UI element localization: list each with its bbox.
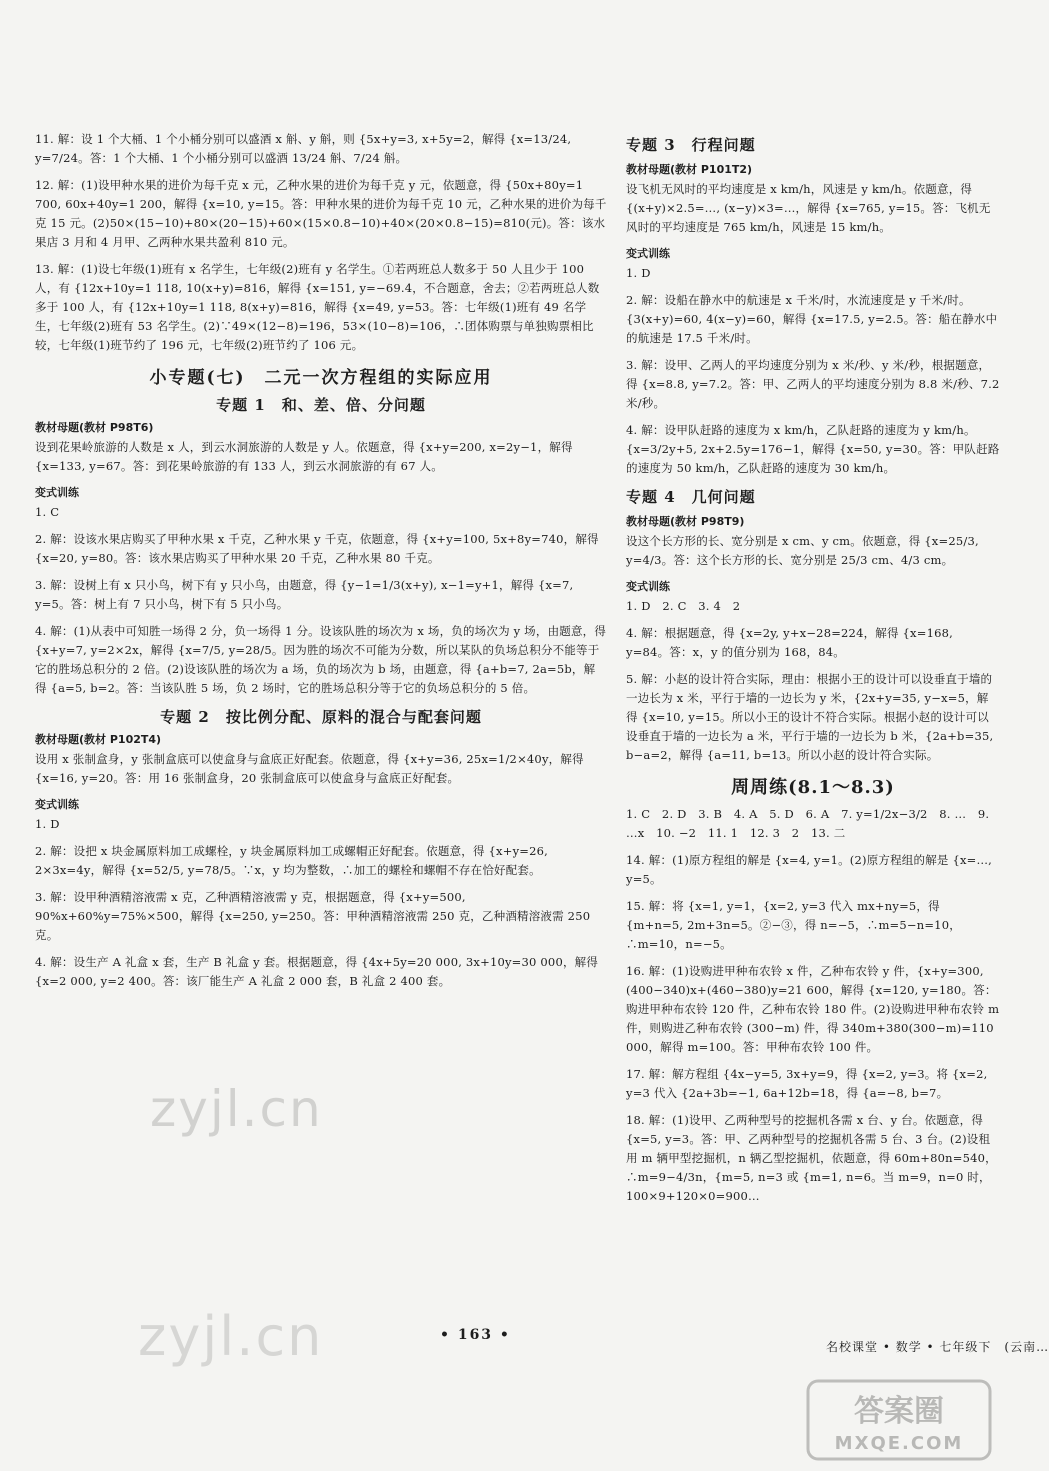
watermark-text: zyjl.cn (150, 1080, 323, 1138)
answer-paragraph: 2. 解：设该水果店购买了甲种水果 x 千克，乙种水果 y 千克，依题意，得 {x+y=100, 5x+8y=740，解得 {x=20, y=80。答：该水果店购买了甲种水果 20 千克，乙种水果 80 千克。 (35, 532, 599, 565)
answer-paragraph: 1. D (35, 817, 60, 831)
answer-paragraph: 18. 解：(1)设甲、乙两种型号的挖掘机各需 x 台、y 台。依题意，得 {x=5, y=3。答：甲、乙两种型号的挖掘机各需 5 台、3 台。(2)设租用 m 辆甲型挖掘机，n 辆乙型挖掘机，依题意，得 60m+80n=540，∴m=9−4/3n，{m=5, n=3 或 {m=1, n=6。当 m=9，n=0 时，100×9+120×0=900… (626, 1113, 997, 1203)
answer-paragraph: 设这个长方形的长、宽分别是 x cm、y cm。依题意，得 {x=25/3, y=4/3。答：这个长方形的长、宽分别是 25/3 cm、4/3 cm。 (626, 534, 979, 567)
label-tag: 变式训练 (626, 247, 670, 260)
topic-heading: 专题 2 按比例分配、原料的混合与配套问题 (160, 708, 482, 726)
label-tag: 教材母题(教材 P101T2) (626, 163, 753, 176)
answer-paragraph: 1. D 2. C 3. 4 2 (626, 599, 741, 613)
section-title: 小专题(七) 二元一次方程组的实际应用 (149, 368, 493, 388)
answer-paragraph: 1. C 2. D 3. B 4. A 5. D 6. A 7. y=1/2x−3/2 8. … 9. …x 10. −2 11. 1 12. 3 2 13. 二 (626, 807, 990, 840)
topic-heading: 专题 3 行程问题 (626, 136, 756, 154)
answer-paragraph: 4. 解：设生产 A 礼盒 x 套，生产 B 礼盒 y 套。根据题意，得 {4x+5y=20 000, 3x+10y=30 000，解得 {x=2 000, y=2 400。答：该厂能生产 A 礼盒 2 000 套，B 礼盒 2 400 套。 (35, 955, 599, 988)
label-tag: 变式训练 (626, 580, 670, 593)
label-tag: 变式训练 (35, 798, 79, 811)
answer-site-logo (804, 1375, 994, 1465)
right-column (626, 130, 1000, 1214)
topic-heading: 专题 1 和、差、倍、分问题 (216, 396, 426, 414)
answer-paragraph: 12. 解：(1)设甲种水果的进价为每千克 x 元，乙种水果的进价为每千克 y 元，依题意，得 {50x+80y=1 700, 60x+40y=1 200，解得 {x=10, y=15。答：甲种水果的进价为每千克 10 元，乙种水果的进价为每千克 15 元。(2)50×(15−10)+80×(20−15)+60×(15×0.8−10)+40×(20×0.8−15)=810(元)。答：该水果店 3 月和 4 月甲、乙两种水果共盈利 810 元。 (35, 178, 607, 249)
answer-paragraph: 1. D (626, 266, 651, 280)
answer-paragraph: 5. 解：小赵的设计符合实际，理由：根据小王的设计可以设垂直于墙的一边长为 x 米，平行于墙的一边长为 y 米，{2x+y=35, y−x=5，解得 {x=10, y=15。所以小王的设计不符合实际。根据小赵的设计可以设垂直于墙的一边长为 a 米，平行于墙的一边长为 b 米，{2a+b=35, b−a=2，解得 {a=11, b=13。所以小赵的设计符合实际。 (626, 672, 994, 762)
answer-paragraph: 设飞机无风时的平均速度是 x km/h，风速是 y km/h。依题意，得 {(x+y)×2.5=…, (x−y)×3=…，解得 {x=765, y=15。答：飞机无风时的平均速度是 765 km/h，风速是 15 km/h。 (626, 182, 991, 234)
topic-heading: 专题 4 几何问题 (626, 488, 756, 506)
label-tag: 教材母题(教材 P98T6) (35, 421, 154, 434)
label-tag: 教材母题(教材 P102T4) (35, 733, 162, 746)
label-tag: 变式训练 (35, 486, 79, 499)
section-title: 周周练(8.1～8.3) (731, 777, 895, 798)
answer-paragraph: 2. 解：设把 x 块金属原料加工成螺栓，y 块金属原料加工成螺帽正好配套。依题意，得 {x+y=26, 2×3x=4y，解得 {x=52/5, y=78/5。∵x，y 均为整数，∴加工的螺栓和螺帽不存在恰好配套。 (35, 844, 548, 877)
answer-paragraph: 17. 解：解方程组 {4x−y=5, 3x+y=9，得 {x=2, y=3。将 {x=2, y=3 代入 {2a+3b=−1, 6a+12b=18，得 {a=−8, b=7。 (626, 1067, 988, 1100)
logo-title: 答案圈 (854, 1394, 944, 1429)
answer-paragraph: 11. 解：设 1 个大桶、1 个小桶分别可以盛酒 x 斛、y 斛，则 {5x+y=3, x+5y=2，解得 {x=13/24, y=7/24。答：1 个大桶、1 个小桶分别可以盛酒 13/24 斛、7/24 斛。 (35, 132, 572, 165)
answer-paragraph: 设到花果岭旅游的人数是 x 人，到云水洞旅游的人数是 y 人。依题意，得 {x+y=200, x=2y−1，解得 {x=133, y=67。答：到花果岭旅游的有 133 人，到云水洞旅游的有 67 人。 (35, 440, 573, 473)
label-tag: 教材母题(教材 P98T9) (626, 515, 745, 528)
answer-paragraph: 设用 x 张制盒身，y 张制盒底可以使盒身与盒底正好配套。依题意，得 {x+y=36, 25x=1/2×40y，解得 {x=16, y=20。答：用 16 张制盒身，20 张制盒底可以使盒身与盒底正好配套。 (35, 752, 584, 785)
answer-paragraph: 3. 解：设甲、乙两人的平均速度分别为 x 米/秒、y 米/秒，根据题意，得 {x=8.8, y=7.2。答：甲、乙两人的平均速度分别为 8.8 米/秒、7.2 米/秒。 (626, 358, 1000, 410)
answer-paragraph: 1. C (35, 505, 60, 519)
logo-subtitle: MXQE.COM (834, 1433, 964, 1454)
left-column (35, 130, 607, 999)
answer-paragraph: 13. 解：(1)设七年级(1)班有 x 名学生，七年级(2)班有 y 名学生。①若两班总人数多于 50 人且少于 100 人，有 {12x+10y=1 118, 10(x+y)=816，解得 {x=151, y=−69.4，不合题意，舍去；②若两班总人数多于 100 人，有 {12x+10y=1 118, 8(x+y)=816，解得 {x=49, y=53。答：七年级(1)班有 49 名学生，七年级(2)班有 53 名学生。(2)∵49×(12−8)=196，53×(10−8)=106，∴团体购票与单独购票相比较，七年级(1)班节约了 196 元，七年级(2)班节约了 106 元。 (35, 262, 600, 352)
answer-paragraph: 4. 解：设甲队赶路的速度为 x km/h，乙队赶路的速度为 y km/h。{x=3/2y+5, 2x+2.5y=176−1，解得 {x=50, y=30。答：甲队赶路的速度为 50 km/h，乙队赶路的速度为 30 km/h。 (626, 423, 1000, 475)
answer-paragraph: 3. 解：设甲种酒精溶液需 x 克，乙种酒精溶液需 y 克，根据题意，得 {x+y=500, 90%x+60%y=75%×500，解得 {x=250, y=250。答：甲种酒精溶液需 250 克，乙种酒精溶液需 250 克。 (35, 890, 591, 942)
page-footer: 名校课堂 • 数学 • 七年级下 (云南… (826, 1340, 1049, 1354)
answer-paragraph: 14. 解：(1)原方程组的解是 {x=4, y=1。(2)原方程组的解是 {x=…, y=5。 (626, 853, 993, 886)
page-number: • 163 • (440, 1327, 511, 1343)
answer-paragraph: 4. 解：根据题意，得 {x=2y, y+x−28=224，解得 {x=168, y=84。答：x，y 的值分别为 168，84。 (626, 626, 953, 659)
answer-paragraph: 4. 解：(1)从表中可知胜一场得 2 分，负一场得 1 分。设该队胜的场次为 x 场，负的场次为 y 场，由题意，得 {x+y=7, y=2×2x，解得 {x=7/5, y=28/5。因为胜的场次不可能为分数，所以某队的负场总积分不能等于它的胜场总积分的 2 倍。(2)设该队胜的场次为 a 场，负的场次为 b 场，由题意，得 {a+b=7, 2a=5b，解得 {a=5, b=2。答：当该队胜 5 场，负 2 场时，它的胜场总积分等于它的负场总积分的 5 倍。 (35, 624, 607, 695)
answer-paragraph: 3. 解：设树上有 x 只小鸟，树下有 y 只小鸟，由题意，得 {y−1=1/3(x+y), x−1=y+1，解得 {x=7, y=5。答：树上有 7 只小鸟，树下有 5 只小鸟。 (35, 578, 574, 611)
answer-paragraph: 15. 解：将 {x=1, y=1，{x=2, y=3 代入 mx+ny=5，得 {m+n=5, 2m+3n=5。②−③，得 n=−5，∴m=5−n=10，∴m=10，n=−5。 (626, 899, 961, 951)
answer-paragraph: 2. 解：设船在静水中的航速是 x 千米/时，水流速度是 y 千米/时。{3(x+y)=60, 4(x−y)=60，解得 {x=17.5, y=2.5。答：船在静水中的航速是 17.5 千米/时。 (626, 293, 998, 345)
answer-paragraph: 16. 解：(1)设购进甲种布农铃 x 件，乙种布农铃 y 件，{x+y=300, (400−340)x+(460−380)y=21 600，解得 {x=120, y=180。答：购进甲种布农铃 120 件，乙种布农铃 180 件。(2)设购进甲种布农铃 m 件，则购进乙种布农铃 (300−m) 件，得 340m+380(300−m)=110 000，解得 m=100。答：甲种布农铃 100 件。 (626, 964, 1000, 1054)
watermark-text-bottom: zyjl.cn (138, 1305, 324, 1368)
